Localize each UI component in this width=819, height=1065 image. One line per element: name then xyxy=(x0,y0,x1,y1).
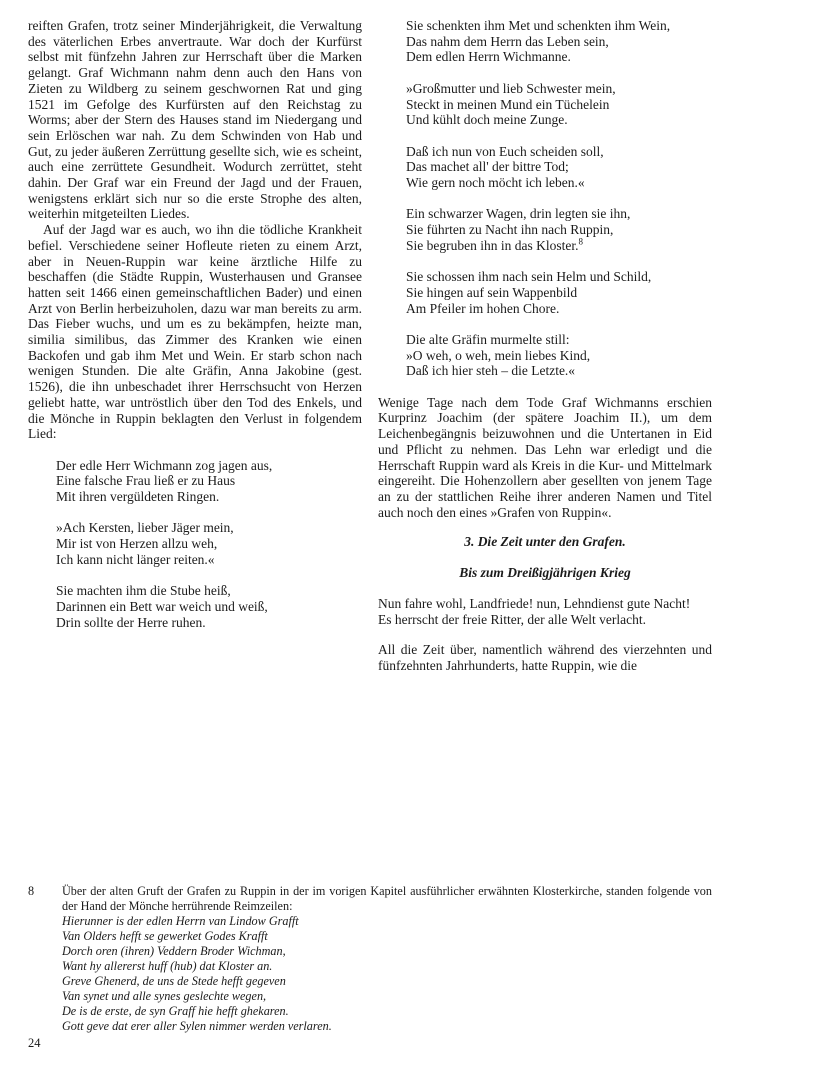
verse-stanza xyxy=(406,206,712,253)
verse-line: Dorch oren (ihren) Veddern Broder Wichman, xyxy=(62,944,286,958)
paragraph: Wenige Tage nach dem Tode Graf Wichmanns erschien Kurprinz Joachim (der spätere Joachim II.), um dem Leichenbegängnis beizuwohnen und die Untertanen in Eid und Pflicht zu nehmen. Das Lehn war erledigt und die Herrschaft Ruppin ward als Kreis in die Kur- und Mittelmark eingereiht. Die Hohenzollern aber gesellten von jenem Tage an zu der stattlichen Reihe ihrer anderen Namen und Titel auch noch den eines »Grafen von Ruppin«. xyxy=(378,394,712,520)
footnote-body xyxy=(62,884,712,1034)
verse-line: Mir ist von Herzen allzu weh, xyxy=(56,536,218,552)
verse-line: Das nahm dem Herrn das Leben sein, xyxy=(406,33,609,49)
verse-line: »Großmutter und lieb Schwester mein, xyxy=(406,80,616,96)
verse-line: Sie schenkten ihm Met und schenkten ihm Wein, xyxy=(406,18,671,33)
paragraph: Auf der Jagd war es auch, wo ihn die tödliche Krankheit befiel. Verschiedene seiner Hofleute rieten zu einem Arzt, aber in Neuen-Ruppin war keine ärztliche Hilfe zu beschaffen (die Städte Ruppin, Wusterhausen und Gransee hatten seit 1466 einen gemeinschaftlichen Bader) und einen Arzt von Berlin herbeizuholen, dazu war man bereits zu arm. Das Fieber wuchs, und um es zu bekämpfen, heizte man, similia similibus, das Zimmer des Kranken wie einen Backofen und gab ihm Met und Wein. Er starb schon nach wenigen Stunden. Die alte Gräfin, Anna Jakobine (gest. 1526), die ihn unbeschadet ihrer Herrschsucht von Herzen geliebt hatte, war untröstlich über den Tod des Enkels, und die Mönche in Ruppin beklagten den Verlust in folgendem Lied: xyxy=(28,222,362,442)
verse-line: Ein schwarzer Wagen, drin legten sie ihn, xyxy=(406,206,631,222)
verse-couplet xyxy=(378,596,712,627)
right-column xyxy=(378,18,712,674)
verse-stanza xyxy=(56,520,362,567)
section-subheading: Bis zum Dreißigjährigen Krieg xyxy=(459,565,631,581)
verse-line: Greve Ghenerd, de uns de Stede hefft gegeven xyxy=(62,974,286,988)
verse-line: Sie hingen auf sein Wappenbild xyxy=(406,284,578,300)
verse-line: Sie machten ihm die Stube heiß, xyxy=(56,583,231,599)
verse-stanza xyxy=(406,81,712,128)
verse-line: Nun fahre wohl, Landfriede! nun, Lehndienst gute Nacht! xyxy=(378,595,691,611)
verse-line xyxy=(406,238,712,254)
verse-line: Der edle Herr Wichmann zog jagen aus, xyxy=(56,457,273,473)
page-number: 24 xyxy=(28,1036,41,1050)
verse-line: Van Olders hefft se gewerket Godes Krafft xyxy=(62,929,268,943)
verse-line-text: Sie begruben ihn in das Kloster. xyxy=(406,237,579,253)
footnote-verse xyxy=(62,914,712,1034)
verse-line: Und kühlt doch meine Zunge. xyxy=(406,112,568,128)
footnote-intro: Über der alten Gruft der Grafen zu Ruppin in der im vorigen Kapitel ausführlicher erwähnten Klosterkirche, standen folgende von der Hand der Mönche herrührende Reimzeilen: xyxy=(62,884,712,913)
verse-line: Mit ihren vergüldeten Ringen. xyxy=(56,489,220,505)
verse-line: Das machet all' der bittre Tod; xyxy=(406,159,569,175)
verse-line: Dem edlen Herrn Wichmanne. xyxy=(406,49,571,65)
verse-line: Ich kann nicht länger reiten.« xyxy=(56,551,215,567)
paragraph: reiften Grafen, trotz seiner Minderjährigkeit, die Verwaltung des väterlichen Erbes anvertraute. War doch der Kurfürst selbst mit fünfzehn Jahren zur Herrschaft über die Marken gelangt. Graf Wichmann nahm denn auch den Hans von Zieten zu Wildberg zu seinem geschwornen Rat und ging 1521 im Gefolge des Kurfürsten auf den Reichstag zu Worms; aber der Stern des Hauses stand im Niedergang und sein Erlöschen war nah. Zu dem Schwinden von Hab und Gut, zu jeder äußeren Zerrüttung gesellte sich, wie es scheint, auch eine zerrüttete Gesundheit. Wodurch zerrüttet, steht dahin. Der Graf war ein Freund der Jagd und der Frauen, wenigstens erklärt sich nur so die erste Strophe des alten, weiterhin mitgeteilten Liedes. xyxy=(28,18,362,222)
footnote-marker: 8 xyxy=(28,884,35,898)
section-heading: 3. Die Zeit unter den Grafen. xyxy=(464,534,626,550)
verse-line: Daß ich nun von Euch scheiden soll, xyxy=(406,143,604,159)
verse-stanza xyxy=(406,144,712,191)
verse-line: Eine falsche Frau ließ er zu Haus xyxy=(56,473,236,489)
verse-line: Hierunner is der edlen Herrn van Lindow Grafft xyxy=(62,914,299,928)
verse-stanza xyxy=(406,269,712,316)
text-columns xyxy=(28,18,712,674)
verse-stanza xyxy=(406,18,712,65)
verse-line: Es herrscht der freie Ritter, der alle Welt verlacht. xyxy=(378,611,647,627)
paragraph: All die Zeit über, namentlich während des vierzehnten und fünfzehnten Jahrhunderts, hatte Ruppin, wie die xyxy=(378,642,712,673)
verse-line: Am Pfeiler im hohen Chore. xyxy=(406,300,560,316)
verse-line: Gott geve dat erer aller Sylen nimmer werden verlaren. xyxy=(62,1019,332,1033)
verse-line: Drin sollte der Herre ruhen. xyxy=(56,614,206,630)
verse-stanza xyxy=(56,583,362,630)
footnote xyxy=(28,884,712,1034)
verse-line: »Ach Kersten, lieber Jäger mein, xyxy=(56,520,234,536)
verse-line: Sie schossen ihm nach sein Helm und Schild, xyxy=(406,269,652,285)
verse-line: Steckt in meinen Mund ein Tüchelein xyxy=(406,96,610,112)
verse-line: Want hy allererst huff (hub) dat Kloster an. xyxy=(62,959,273,973)
verse-line: Daß ich hier steh – die Letzte.« xyxy=(406,363,576,379)
verse-line: Die alte Gräfin murmelte still: xyxy=(406,331,570,347)
verse-line: Van synet und alle synes geslechte wegen, xyxy=(62,989,267,1003)
verse-line: Darinnen ein Bett war weich und weiß, xyxy=(56,598,268,614)
verse-line: De is de erste, de syn Graff hie hefft ghekaren. xyxy=(62,1004,289,1018)
verse-line: Sie führten zu Nacht ihn nach Ruppin, xyxy=(406,222,614,238)
left-column xyxy=(28,18,362,674)
verse-line: Wie gern noch möcht ich leben.« xyxy=(406,175,585,190)
footnote-ref: 8 xyxy=(578,236,583,247)
verse-stanza xyxy=(406,332,712,379)
verse-stanza xyxy=(56,458,362,505)
verse-line: »O weh, o weh, mein liebes Kind, xyxy=(406,347,591,363)
